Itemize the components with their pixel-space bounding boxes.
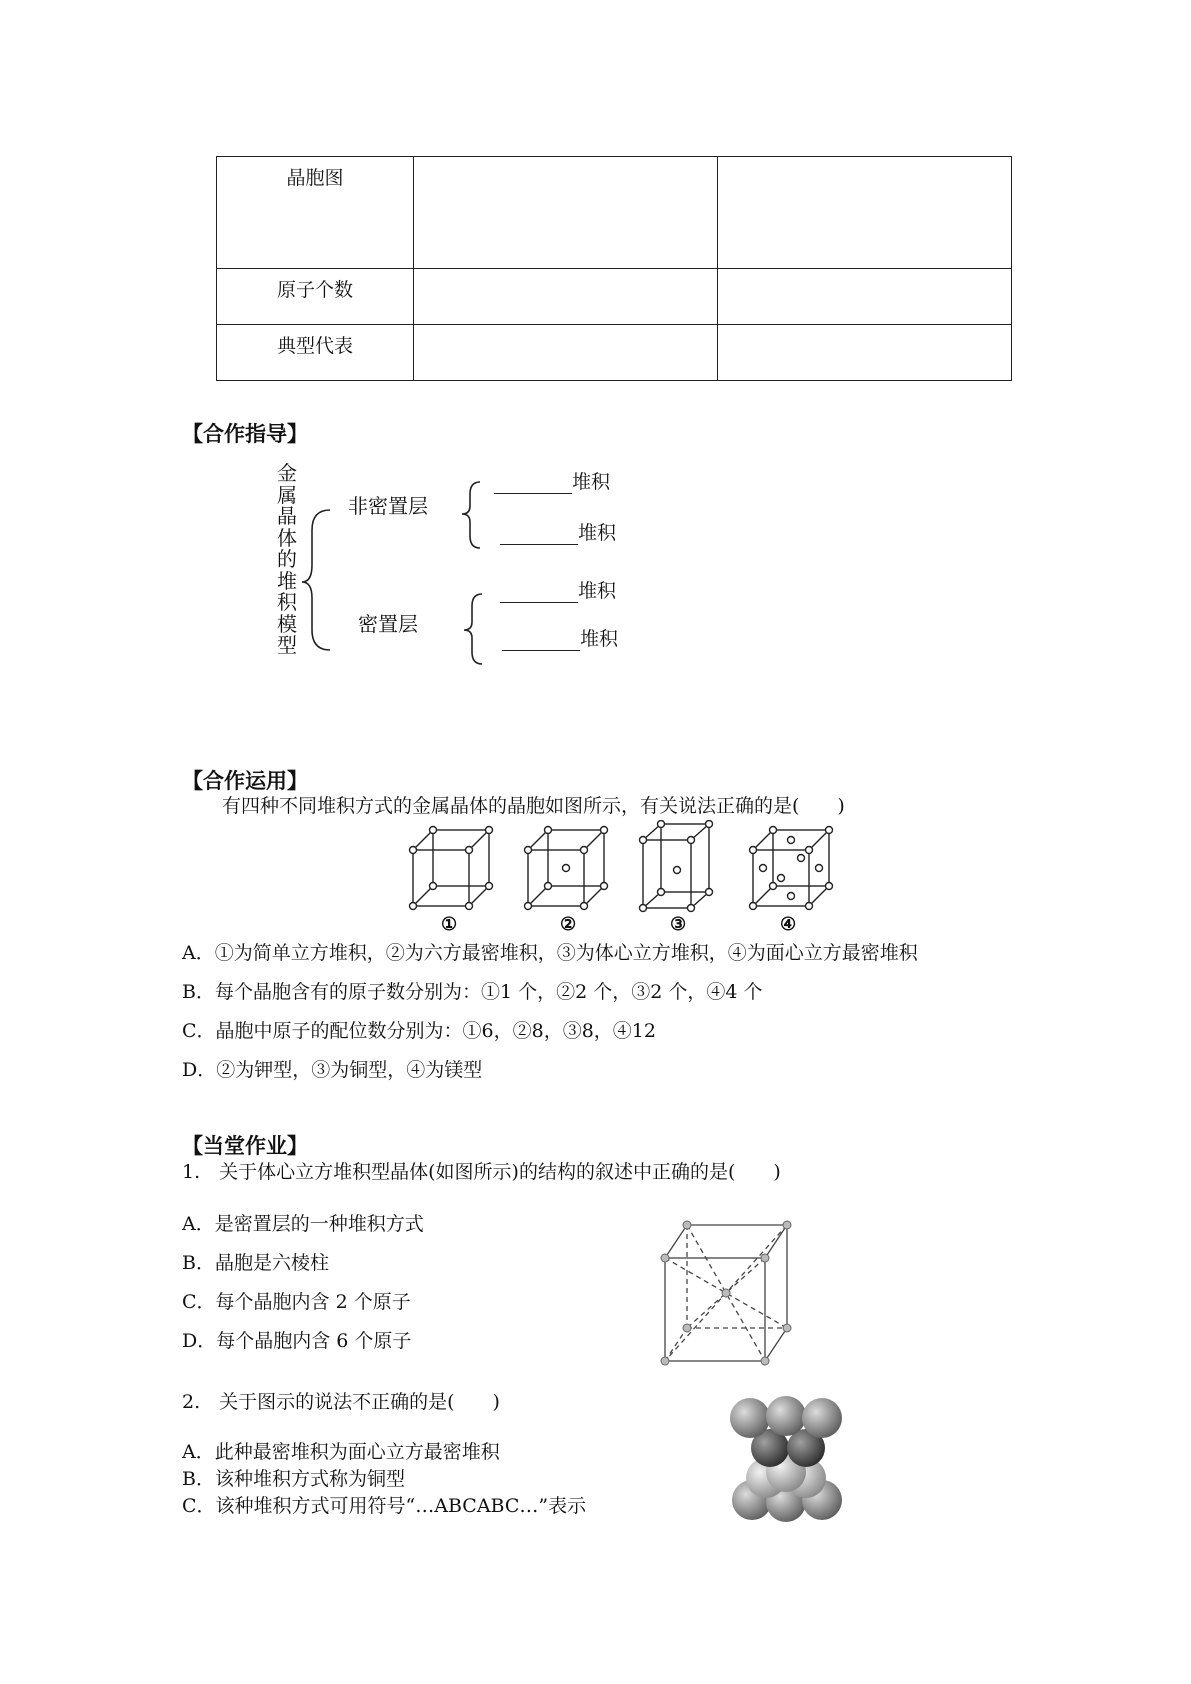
empty-cell	[414, 269, 718, 325]
vertical-title-char: 模	[277, 611, 297, 636]
row-label-cell-typical	[217, 325, 414, 381]
q2-option-b: B．该种堆积方式称为铜型	[182, 1468, 405, 1490]
top-layer	[730, 1396, 842, 1438]
empty-cell	[414, 325, 718, 381]
cell-1-simple-cubic	[410, 827, 493, 910]
row-label: 典型代表	[276, 335, 353, 357]
row-label: 原子个数	[276, 279, 353, 301]
crystal-table	[216, 156, 1012, 381]
dense-layer-label: 密置层	[358, 612, 418, 636]
fill-blank[interactable]	[494, 475, 572, 494]
body-centered-cube-figure	[660, 1218, 800, 1368]
large-brace-icon	[302, 510, 330, 650]
q1-option-a: A．是密置层的一种堆积方式	[182, 1213, 424, 1235]
vertical-title-char: 金	[277, 461, 297, 485]
apply-option-a: A．①为简单立方堆积，②为六方最密堆积，③为体心立方堆积，④为面心立方最密堆积	[182, 942, 918, 964]
q2-option-a: A．此种最密堆积为面心立方最密堆积	[182, 1441, 500, 1463]
empty-cell	[718, 157, 1012, 269]
apply-option-c: C．晶胞中原子的配位数分别为：①6，②8，③8，④12	[182, 1020, 656, 1042]
four-unit-cells-figure	[405, 820, 835, 928]
vertical-title-char: 型	[277, 633, 297, 657]
upper-brace-icon	[462, 482, 480, 548]
sphere-stacking-figure	[726, 1390, 856, 1526]
vertical-title-char: 堆	[277, 568, 297, 593]
fill-blank[interactable]	[500, 526, 578, 545]
blank-line-4	[502, 628, 618, 651]
cell-4-face-centered	[750, 827, 833, 910]
q1-option-d: D．每个晶胞内含 6 个原子	[182, 1330, 412, 1352]
stack-word: 堆积	[580, 628, 619, 650]
empty-cell	[414, 157, 718, 269]
stack-word: 堆积	[578, 580, 617, 602]
vertical-title-char: 的	[277, 547, 297, 571]
apply-option-b: B．每个晶胞含有的原子数分别为：①1 个，②2 个，③2 个，④4 个	[182, 981, 763, 1003]
q1-option-b: B．晶胞是六棱柱	[182, 1252, 329, 1274]
cell-2-body-centered	[525, 827, 608, 910]
stack-word: 堆积	[572, 471, 611, 493]
blank-line-1	[494, 471, 610, 494]
empty-cell	[718, 325, 1012, 381]
vertical-title-char: 积	[277, 590, 297, 614]
vertical-title-char: 晶	[277, 504, 297, 528]
blank-line-3	[500, 580, 616, 603]
q2-stem: 2. 关于图示的说法不正确的是( )	[182, 1391, 500, 1413]
row-label: 晶胞图	[286, 167, 344, 189]
cell-3-prism	[640, 821, 713, 912]
q1-option-c: C．每个晶胞内含 2 个原子	[182, 1291, 411, 1313]
empty-cell	[718, 269, 1012, 325]
q2-option-c: C．该种堆积方式可用符号“…ABCABC…”表示	[182, 1495, 587, 1517]
lower-brace-icon	[464, 594, 482, 664]
apply-option-d: D．②为钾型，③为铜型，④为镁型	[182, 1059, 483, 1081]
figure-label-3: ③	[670, 914, 687, 935]
apply-heading: 【合作运用】	[182, 769, 308, 793]
figure-label-4: ④	[780, 914, 797, 935]
row-label-cell-diagram	[217, 157, 414, 269]
row-label-cell-count	[217, 269, 414, 325]
blank-line-2	[500, 522, 616, 545]
fill-blank[interactable]	[502, 632, 580, 651]
apply-question: 有四种不同堆积方式的金属晶体的晶胞如图所示，有关说法正确的是( )	[222, 795, 845, 817]
fill-blank[interactable]	[500, 584, 578, 603]
stack-word: 堆积	[578, 522, 617, 544]
homework-heading: 【当堂作业】	[182, 1134, 308, 1158]
figure-label-1: ①	[441, 914, 458, 935]
vertical-title-char: 体	[277, 525, 297, 550]
figure-label-2: ②	[560, 914, 577, 935]
non-dense-layer-label: 非密置层	[348, 494, 428, 518]
guide-heading: 【合作指导】	[182, 422, 308, 446]
vertical-title-char: 属	[277, 482, 297, 507]
q1-stem: 1. 关于体心立方堆积型晶体(如图所示)的结构的叙述中正确的是( )	[182, 1161, 781, 1183]
